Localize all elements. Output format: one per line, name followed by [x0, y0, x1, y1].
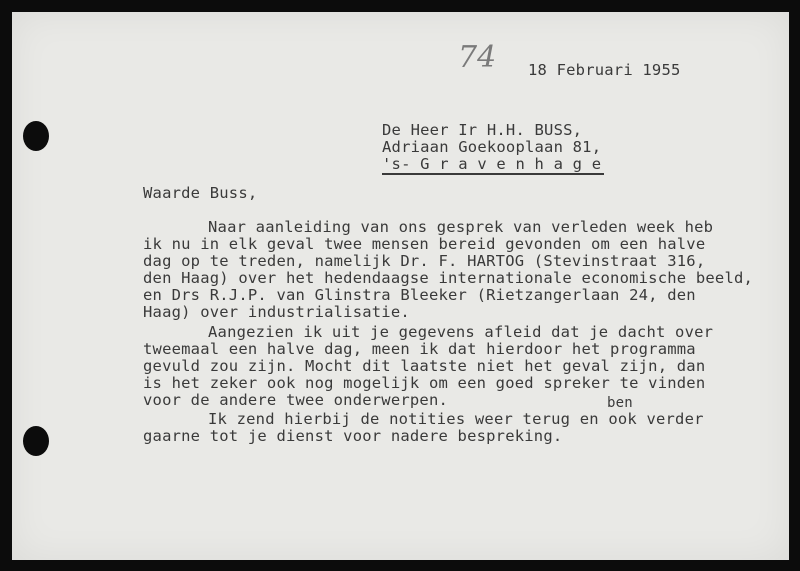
punch-hole-bottom	[23, 426, 49, 456]
paragraph-2-line-4: is het zeker ook nog mogelijk om een goed spreker te vinden	[143, 374, 706, 392]
salutation: Waarde Buss,	[143, 184, 258, 202]
paragraph-1-line-4: den Haag) over het hedendaagse internationale economische beeld,	[143, 269, 754, 287]
letter-date: 18 Februari 1955	[528, 61, 681, 79]
paragraph-2-line-3: gevuld zou zijn. Mocht dit laatste niet het geval zijn, dan	[143, 357, 706, 375]
address-line-1: De Heer Ir H.H. BUSS,	[382, 121, 583, 139]
paragraph-2-line-5: voor de andere twee onderwerpen.	[143, 391, 449, 409]
archive-mark: 74	[458, 40, 497, 75]
address-line-2: Adriaan Goekooplaan 81,	[382, 138, 602, 156]
address-line-3: 's- G r a v e n h a g e	[382, 155, 602, 173]
paragraph-3-line-1: Ik zend hierbij de notities weer terug en ook verder	[208, 410, 704, 428]
paragraph-1-line-3: dag op te treden, namelijk Dr. F. HARTOG (Stevinstraat 316,	[143, 252, 706, 270]
address-underline	[382, 173, 604, 175]
insertion-ben: ben	[607, 395, 633, 411]
paragraph-1-line-6: Haag) over industrialisatie.	[143, 303, 410, 321]
paragraph-2-line-1: Aangezien ik uit je gegevens afleid dat je dacht over	[208, 323, 714, 341]
paragraph-1-line-2: ik nu in elk geval twee mensen bereid gevonden om een halve	[143, 235, 706, 253]
paragraph-1-line-1: Naar aanleiding van ons gesprek van verleden week heb	[208, 218, 714, 236]
paragraph-2-line-2: tweemaal een halve dag, meen ik dat hierdoor het programma	[143, 340, 696, 358]
punch-hole-top	[23, 121, 49, 151]
paragraph-1-line-5: en Drs R.J.P. van Glinstra Bleeker (Rietzangerlaan 24, den	[143, 286, 696, 304]
paragraph-3-line-2: gaarne tot je dienst voor nadere bespreking.	[143, 427, 563, 445]
